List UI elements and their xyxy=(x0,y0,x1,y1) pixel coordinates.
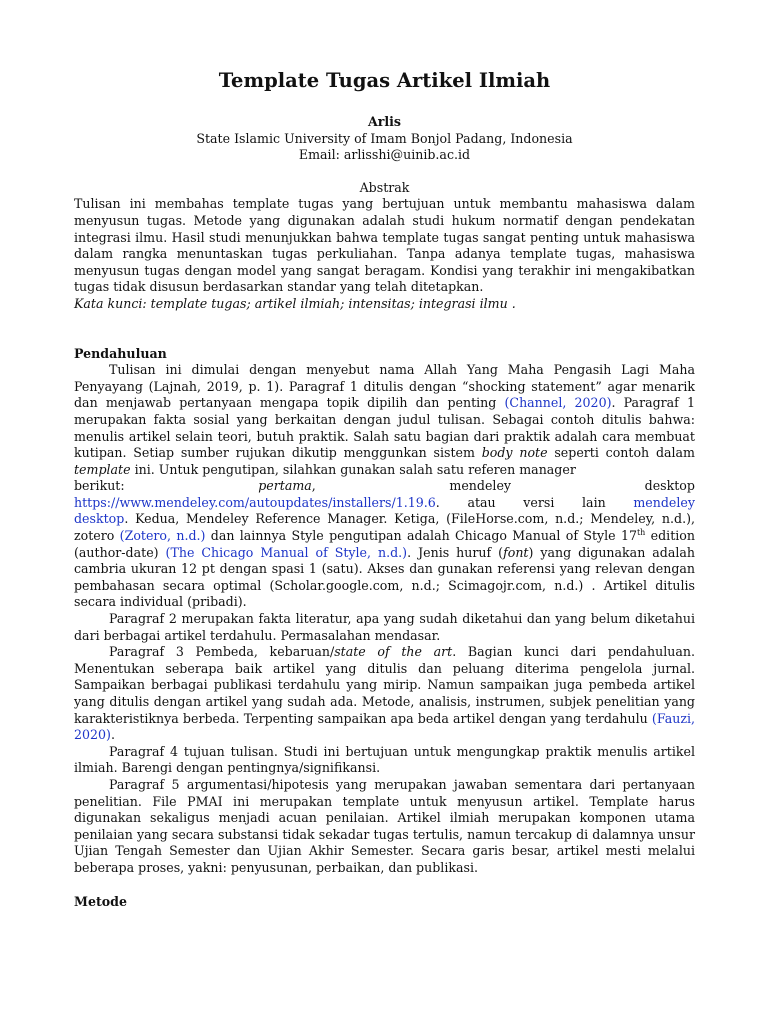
paragraph-4: Paragraf 4 tujuan tulisan. Studi ini bertujuan untuk mengungkap praktik menulis artikel ilmiah. Barengi dengan pentingnya/signifikansi. xyxy=(74,743,695,776)
author-name: Arlis xyxy=(367,114,402,129)
paragraph-3 xyxy=(74,644,695,744)
italic-term-font: font xyxy=(503,544,529,560)
citation-link-zotero[interactable]: (Zotero, n.d.) xyxy=(119,528,206,544)
citation-link-channel[interactable]: (Channel, 2020) xyxy=(504,395,612,411)
text-run: , xyxy=(311,478,316,494)
paragraph-1-part-a xyxy=(74,362,695,478)
mendeley-desktop-link-part2[interactable]: desktop xyxy=(74,511,125,527)
text-run: ini. Untuk pengutipan, silahkan gunakan salah satu referen manager xyxy=(130,461,576,477)
spread-line-2 xyxy=(74,495,695,512)
text-run: . Paragraf 1 merupakan fakta sosial yang berkaitan dengan judul tulisan. Sebagai contoh ditulis bahwa: menulis artikel selain teori, butuh praktik. Salah satu bagian dari praktik adalah cara membuat kutipan. Setiap sumber rujukan dikutip menggunkan sistem xyxy=(74,395,696,461)
page-title: Template Tugas Artikel Ilmiah xyxy=(218,69,551,92)
citation-link-chicago[interactable]: (The Chicago Manual of Style, n.d.) xyxy=(165,544,408,560)
paragraph-2: Paragraf 2 merupakan fakta literatur, apa yang sudah diketahui dan yang belum diketahui dari berbagai artikel terdahulu. Permasalahan mendasar. xyxy=(74,611,695,643)
text-run: Paragraf 3 Pembeda, kebaruan/ xyxy=(109,644,335,660)
text-run: desktop xyxy=(644,478,695,494)
text-run: dan lainnya Style pengutipan adalah Chicago Manual of Style 17 xyxy=(205,528,637,544)
citation-link-fauzi[interactable]: (Fauzi, 2020) xyxy=(74,710,695,743)
abstract-text: Tulisan ini membahas template tugas yang bertujuan untuk membantu mahasiswa dalam menyusun tugas. Metode yang digunakan adalah studi hukum normatif dengan pendekatan integrasi ilmu. Hasil studi menunjukkan bahwa template tugas sangat penting untuk mahasiswa dalam rangka menuntaskan tugas perkuliahan. Tanpa adanya template tugas, mahasiswa menyusun tugas dengan model yang sangat beragam. Kondisi yang terakhir ini mengakibatkan tugas tidak disusun berdasarkan standar yang telah ditetapkan. xyxy=(74,196,695,295)
paragraph-1-part-b xyxy=(74,511,695,611)
text-run: atau xyxy=(467,494,496,510)
text-run: versi xyxy=(523,494,555,510)
text-run: . Jenis huruf ( xyxy=(407,544,504,560)
mendeley-url-link[interactable]: https://www.mendeley.com/autoupdates/installers/1.19.6 xyxy=(74,494,436,510)
text-run: . Kedua, Mendeley Reference Manager. Ketiga, (FileHorse.com, n.d.; Mendeley, n.d.), zotero xyxy=(74,511,695,544)
section-heading-pendahuluan: Pendahuluan xyxy=(74,345,167,361)
superscript-th: th xyxy=(636,527,646,537)
text-run: lain xyxy=(582,494,606,510)
paragraph-1 xyxy=(74,362,695,611)
text-run: ) yang digunakan adalah cambria ukuran 12 pt dengan spasi 1 (satu). Akses dan gunakan referensi yang relevan dengan pembahasan secara optimal (Scholar.google.com, n.d.; Scimagojr.com, n.d.) . Artikel ditulis secara individual (pribadi). xyxy=(74,544,696,610)
text-run: seperti contoh dalam xyxy=(547,445,696,461)
abstract-heading: Abstrak xyxy=(359,179,410,195)
keywords: Kata kunci: template tugas; artikel ilmiah; intensitas; integrasi ilmu . xyxy=(74,295,516,311)
author-email: Email: arlisshi@uinib.ac.id xyxy=(298,147,471,163)
text-run: . xyxy=(435,494,440,510)
italic-term-template: template xyxy=(74,461,131,477)
text-run: berikut: xyxy=(74,478,125,494)
spread-line-1 xyxy=(74,478,695,495)
text-run: edition (author-date) xyxy=(74,528,695,560)
author-affiliation: State Islamic University of Imam Bonjol Padang, Indonesia xyxy=(196,130,573,146)
text-run: . xyxy=(110,727,115,743)
mendeley-desktop-link-part1[interactable]: mendeley xyxy=(633,494,695,510)
text-run: Tulisan ini dimulai dengan menyebut nama Allah Yang Maha Pengasih Lagi Maha Penyayang (Lajnah, 2019, p. 1). Paragraf 1 ditulis dengan “shocking statement” agar menarik dan menjawab pertanyaan mengapa topik dipilih dan penting xyxy=(74,362,695,411)
italic-term-pertama: pertama xyxy=(258,478,312,494)
italic-term-body-note: body note xyxy=(481,445,548,461)
text-run: . Bagian kunci dari pendahuluan. Menentukan seberapa baik artikel yang ditulis dan peluang diterima pengelola jurnal. Sampaikan berbagai publikasi terdahulu yang mirip. Namun sampaikan juga pembeda artikel yang ditulis dengan artikel yang sudah ada. Metode, analisis, instrumen, subjek penelitian yang karakteristiknya berbeda. Terpenting sampaikan apa beda artikel dengan yang terdahulu xyxy=(74,644,696,726)
section-heading-metode: Metode xyxy=(74,893,127,909)
italic-term-state-of-the-art: state of the art xyxy=(334,644,453,660)
paragraph-5: Paragraf 5 argumentasi/hipotesis yang merupakan jawaban sementara dari pertanyaan penelitian. File PMAI ini merupakan template untuk menyusun artikel. Template harus digunakan sekaligus menjadi acuan penilaian. Artikel ilmiah merupakan komponen utama penilaian yang secara substansi tidak sekadar tugas tertulis, namun tercakup di dalamnya unsur Ujian Tengah Semester dan Ujian Akhir Semester. Secara garis besar, artikel mesti melalui beberapa proses, yakni: penyusunan, perbaikan, dan publikasi. xyxy=(74,776,695,875)
text-run: mendeley xyxy=(449,478,512,494)
